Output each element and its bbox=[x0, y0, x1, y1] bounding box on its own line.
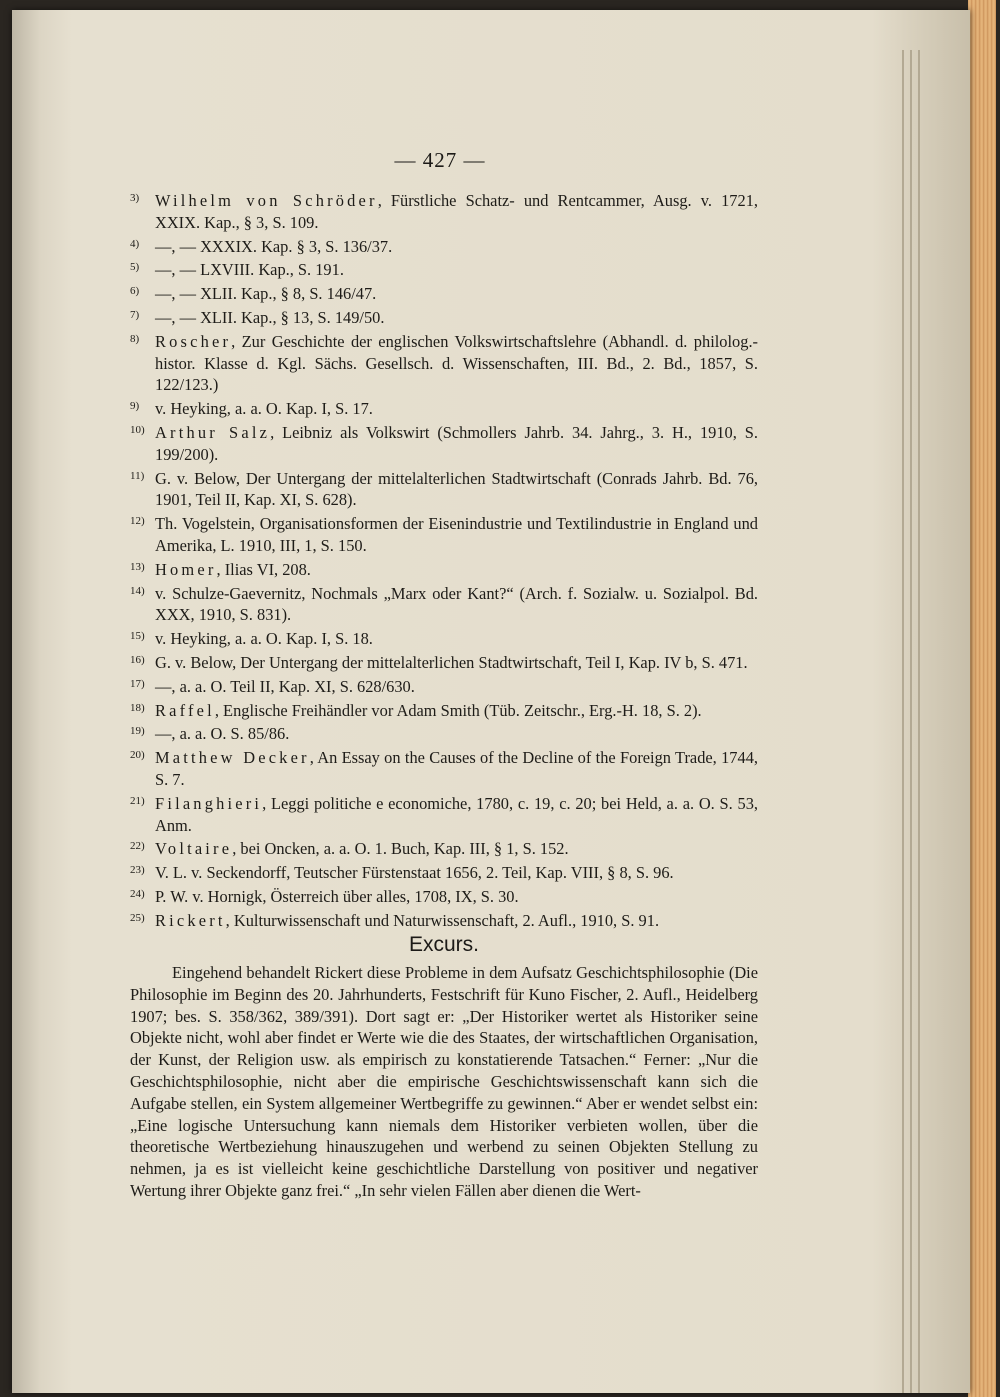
footnote-author: Raffel bbox=[155, 700, 215, 720]
excurs-paragraph: Eingehend behandelt Rickert diese Probleme in dem Aufsatz Geschichtsphilosophie (Die Philosophie im Beginn des 20. Jahrhunderts, Festschrift für Kuno Fischer, 2. Aufl., Heidelberg 1907; bes. S. 358/362, 389/391). Dort sagt er: „Der Historiker wertet als Historiker seine Objekte nicht, wohl aber findet er Werte wie die des Staates, der wirtschaftlichen Organisation, der Kunst, der Religion usw. als empirisch zu konstatierende Tatsachen.“ Ferner: „Nur die Geschichtsphilosophie, nicht aber die empirische Geschichtswissenschaft kann sich die Aufgabe stellen, ein System allgemeiner Wertbegriffe zu gewinnen.“ Aber er wendet selbst ein: „Eine logische Untersuchung kann niemals dem Historiker verbieten wollen, über die theoretische Wertbeziehung hinauszugehen und werbend zu seinen Objekten Stellung zu nehmen, ja es ist vielleicht keine geschichtliche Darstellung von positiver und negativer Wertung ihrer Objekte ganz frei.“ „In sehr vielen Fällen aber dienen die Wert- bbox=[130, 963, 758, 1200]
footnote-text: —, — XLII. Kap., § 13, S. 149/50. bbox=[155, 307, 385, 327]
footnote-text: v. Heyking, a. a. O. Kap. I, S. 18. bbox=[155, 629, 373, 649]
footnote-author: Arthur Salz bbox=[155, 422, 271, 442]
footnote bbox=[130, 884, 758, 908]
footnote-author: Filanghieri bbox=[155, 793, 263, 813]
footnote-number: 11) bbox=[130, 469, 145, 482]
footnote-text: —, — LXVIII. Kap., S. 191. bbox=[155, 260, 344, 280]
footnote bbox=[130, 791, 758, 837]
footnotes-list bbox=[130, 188, 758, 932]
footnote-text: , Ilias VI, 208. bbox=[216, 559, 311, 579]
footnote-number: 20) bbox=[130, 749, 145, 762]
footnote-text: —, — XLII. Kap., § 8, S. 146/47. bbox=[155, 284, 377, 304]
footnote-text: G. v. Below, Der Untergang der mittelalterlichen Stadtwirtschaft (Conrads Jahrb. Bd. 76, 1901, Teil II, Kap. XI, S. 628). bbox=[155, 468, 758, 510]
footnote-text: G. v. Below, Der Untergang der mittelalterlichen Stadtwirtschaft, Teil I, Kap. IV b, S. 471. bbox=[155, 652, 748, 672]
footnote bbox=[130, 698, 758, 722]
footnote-number: 4) bbox=[130, 237, 140, 250]
footnote-text: —, a. a. O. Teil II, Kap. XI, S. 628/630. bbox=[155, 676, 415, 696]
footnote bbox=[130, 581, 758, 627]
footnote-number: 21) bbox=[130, 794, 145, 807]
footnote bbox=[130, 860, 758, 884]
footnote-text: , Zur Geschichte der englischen Volkswirtschaftslehre (Abhandl. d. philolog.-histor. Klasse d. Kgl. Sächs. Gesellsch. d. Wissenschaften, III. Bd., 2. Bd., 1857, S. 122/123.) bbox=[155, 331, 758, 395]
footnote-author: Homer bbox=[155, 559, 217, 579]
footnote-number: 13) bbox=[130, 560, 145, 573]
footnote-text: P. W. v. Hornigk, Österreich über alles, 1708, IX, S. 30. bbox=[155, 886, 519, 906]
footnote bbox=[130, 329, 758, 396]
footnote-number: 14) bbox=[130, 584, 145, 597]
footnote-text: , bei Oncken, a. a. O. 1. Buch, Kap. III, § 1, S. 152. bbox=[232, 839, 569, 859]
footnote bbox=[130, 650, 758, 674]
footnote-number: 3) bbox=[130, 192, 140, 204]
footnote bbox=[130, 557, 758, 581]
footnote bbox=[130, 721, 758, 745]
footnote-number: 22) bbox=[130, 840, 145, 853]
footnote-number: 10) bbox=[130, 423, 145, 436]
footnote-author: Wilhelm von Schröder bbox=[155, 191, 378, 210]
footnote-text: , Kulturwissenschaft und Naturwissenschaft, 2. Aufl., 1910, S. 91. bbox=[225, 910, 660, 930]
footnote bbox=[130, 466, 758, 512]
footnote bbox=[130, 396, 758, 420]
footnote bbox=[130, 188, 758, 234]
footnote-number: 15) bbox=[130, 630, 145, 643]
footnote-text: , Leggi politiche e economiche, 1780, c. 19, c. 20; bei Held, a. a. O. S. 53, Anm. bbox=[155, 793, 758, 835]
footnote-text: —, — XXXIX. Kap. § 3, S. 136/37. bbox=[155, 236, 393, 256]
footnote bbox=[130, 305, 758, 329]
footnote-number: 16) bbox=[130, 653, 145, 666]
footnote bbox=[130, 745, 758, 791]
page-fore-edge bbox=[968, 0, 996, 1397]
footnote bbox=[130, 908, 758, 932]
footnote-text: , An Essay on the Causes of the Decline of the Foreign Trade, 1744, S. 7. bbox=[155, 748, 758, 789]
footnote bbox=[130, 257, 758, 281]
footnote-number: 5) bbox=[130, 261, 140, 274]
footnote-text: —, a. a. O. S. 85/86. bbox=[155, 724, 290, 744]
footnote-text: , Englische Freihändler vor Adam Smith (Tüb. Zeitschr., Erg.-H. 18, S. 2). bbox=[214, 700, 702, 720]
page-edge-line bbox=[902, 50, 904, 1393]
excurs-heading: Excurs. bbox=[408, 933, 479, 956]
footnote-text: , Leibniz als Volkswirt (Schmollers Jahrb. 34. Jahrg., 3. H., 1910, S. 199/200). bbox=[155, 422, 758, 464]
footnote-number: 7) bbox=[130, 308, 140, 321]
footnote bbox=[130, 511, 758, 557]
footnote-number: 23) bbox=[130, 864, 145, 877]
footnote bbox=[130, 234, 758, 258]
footnote-number: 24) bbox=[130, 887, 145, 900]
footnote-number: 25) bbox=[130, 911, 145, 924]
footnote-text: Th. Vogelstein, Organisationsformen der Eisenindustrie und Textilindustrie in England und Amerika, L. 1910, III, 1, S. 150. bbox=[155, 514, 758, 555]
footnote-author: Rickert bbox=[155, 910, 226, 930]
footnote-number: 9) bbox=[130, 400, 140, 413]
footnote bbox=[130, 420, 758, 466]
page-number: — 427 — bbox=[394, 148, 486, 172]
footnote-text: v. Heyking, a. a. O. Kap. I, S. 17. bbox=[155, 399, 373, 419]
footnote bbox=[130, 281, 758, 305]
page-edge-line bbox=[910, 50, 912, 1393]
footnote-text: V. L. v. Seckendorff, Teutscher Fürstenstaat 1656, 2. Teil, Kap. VIII, § 8, S. 96. bbox=[155, 863, 674, 883]
footnote-number: 6) bbox=[130, 285, 140, 298]
footnote bbox=[130, 626, 758, 650]
footnote bbox=[130, 674, 758, 698]
footnote-number: 18) bbox=[130, 701, 145, 714]
footnote-author: Matthew Decker bbox=[155, 748, 310, 768]
footnote-text: , Fürstliche Schatz- und Rentcammer, Ausg. v. 1721, XXIX. Kap., § 3, S. 109. bbox=[155, 191, 758, 232]
footnote-number: 19) bbox=[130, 725, 145, 738]
footnote-number: 17) bbox=[130, 677, 145, 690]
footnote-text: v. Schulze-Gaevernitz, Nochmals „Marx oder Kant?“ (Arch. f. Sozialw. u. Sozialpol. Bd. XXX, 1910, S. 831). bbox=[155, 583, 758, 625]
footnote-number: 12) bbox=[130, 515, 145, 528]
footnote-author: Roscher bbox=[155, 331, 232, 351]
footnote-number: 8) bbox=[130, 332, 140, 345]
footnote-author: Voltaire bbox=[155, 839, 233, 859]
footnote bbox=[130, 836, 758, 860]
page-edge-line bbox=[918, 50, 920, 1393]
